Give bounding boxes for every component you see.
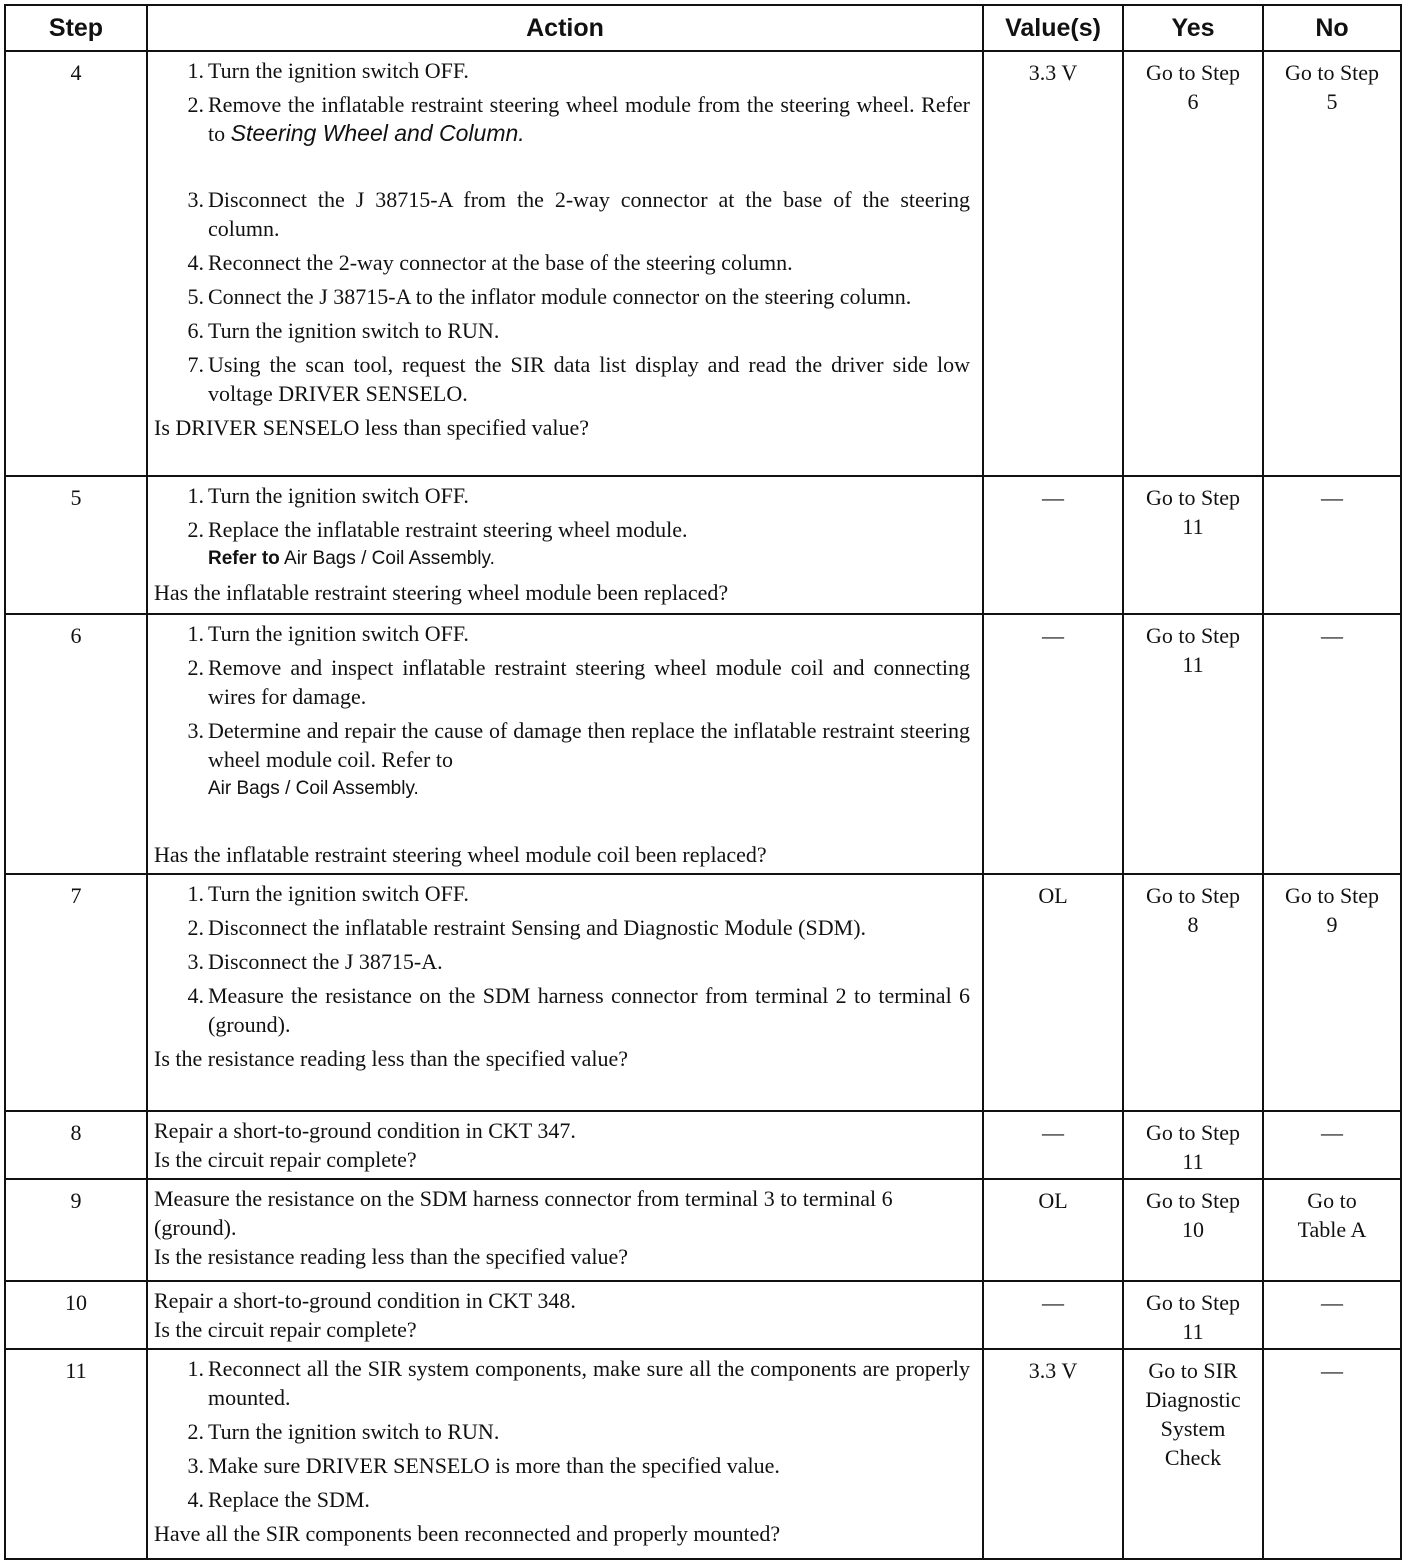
no-cell: Go to Step 9 (1263, 874, 1401, 1111)
action-line: Is the resistance reading less than the specified value? (154, 1244, 629, 1269)
no-cell: Go to Table A (1263, 1179, 1401, 1281)
item-number: 4. (187, 1487, 204, 1512)
item-text: Replace the inflatable restraint steering wheel module. (208, 517, 688, 542)
step-cell: 11 (5, 1349, 147, 1559)
yes-cell: Go to Step 11 (1123, 614, 1263, 874)
step-cell: 4 (5, 51, 147, 476)
action-cell (147, 1179, 983, 1281)
reference-link: Steering Wheel and Column. (230, 120, 525, 146)
action-item (154, 879, 976, 908)
item-text: Remove the inflatable restraint steering wheel module from the steering wheel. Refer to (208, 92, 970, 146)
item-text: Turn the ignition switch to RUN. (208, 318, 500, 343)
action-item (154, 1417, 976, 1446)
header-yes: Yes (1123, 5, 1263, 51)
action-item (154, 716, 976, 803)
table-row (5, 1281, 1401, 1349)
action-cell (147, 1349, 983, 1559)
item-text: Replace the SDM. (208, 1487, 370, 1512)
item-number: 1. (187, 1356, 204, 1381)
item-text-wrap (208, 185, 976, 243)
value-cell: OL (983, 874, 1123, 1111)
action-item (154, 981, 976, 1039)
yes-cell: Go to Step 6 (1123, 51, 1263, 476)
action-cell (147, 1111, 983, 1179)
item-text: Turn the ignition switch to RUN. (208, 1419, 500, 1444)
action-item (154, 515, 976, 573)
item-text: Disconnect the inflatable restraint Sensing and Diagnostic Module (SDM). (208, 915, 867, 940)
item-text-wrap (208, 90, 976, 148)
step-cell: 10 (5, 1281, 147, 1349)
action-cell (147, 614, 983, 874)
action-item (154, 248, 976, 277)
table-row (5, 1349, 1401, 1559)
spacer (154, 153, 976, 185)
item-number: 7. (187, 352, 204, 377)
step-cell: 8 (5, 1111, 147, 1179)
table-row (5, 1179, 1401, 1281)
item-text: Turn the ignition switch OFF. (208, 881, 469, 906)
item-text-wrap (208, 716, 976, 803)
action-line: Repair a short-to-ground condition in CKT 347. (154, 1118, 576, 1143)
item-number: 5. (187, 284, 204, 309)
action-item (154, 1485, 976, 1514)
action-item (154, 316, 976, 345)
table-row (5, 614, 1401, 874)
action-line: Is the circuit repair complete? (154, 1317, 417, 1342)
item-number: 3. (187, 187, 204, 212)
item-number: 1. (187, 621, 204, 646)
no-cell: Go to Step 5 (1263, 51, 1401, 476)
step-cell: 9 (5, 1179, 147, 1281)
action-item (154, 350, 976, 408)
no-cell: — (1263, 1281, 1401, 1349)
header-values: Value(s) (983, 5, 1123, 51)
item-number: 1. (187, 58, 204, 83)
value-cell: — (983, 1281, 1123, 1349)
item-text-wrap (208, 947, 976, 976)
header-step: Step (5, 5, 147, 51)
diagnostic-table (4, 4, 1402, 1560)
table-row (5, 476, 1401, 614)
item-text-wrap (208, 653, 976, 711)
action-item (154, 913, 976, 942)
item-text-wrap (208, 350, 976, 408)
yes-cell: Go to Step 11 (1123, 1111, 1263, 1179)
item-number: 2. (187, 655, 204, 680)
action-cell (147, 51, 983, 476)
item-text: Turn the ignition switch OFF. (208, 58, 469, 83)
item-text: Remove and inspect inflatable restraint steering wheel module coil and connecting wires for damage. (208, 655, 970, 709)
action-item (154, 1451, 976, 1480)
spacer (154, 808, 976, 840)
action-line: Is the circuit repair complete? (154, 1147, 417, 1172)
no-cell: — (1263, 1111, 1401, 1179)
action-item (154, 1354, 976, 1412)
item-text: Determine and repair the cause of damage then replace the inflatable restraint steering wheel module coil. Refer to (208, 718, 970, 772)
item-text: Reconnect all the SIR system components, make sure all the components are properly mounted. (208, 1356, 970, 1410)
item-text-wrap (208, 1485, 976, 1514)
action-item (154, 481, 976, 510)
value-cell: — (983, 614, 1123, 874)
value-cell: — (983, 1111, 1123, 1179)
item-text-wrap (208, 481, 976, 510)
action-item (154, 653, 976, 711)
step-cell: 6 (5, 614, 147, 874)
item-number: 6. (187, 318, 204, 343)
item-text-wrap (208, 1354, 976, 1412)
item-text: Disconnect the J 38715-A from the 2-way connector at the base of the steering column. (208, 187, 970, 241)
item-text-wrap (208, 282, 976, 311)
item-text-wrap (208, 515, 976, 573)
refer-label: Refer to (208, 548, 280, 569)
item-number: 4. (187, 983, 204, 1008)
item-number: 1. (187, 881, 204, 906)
yes-cell: Go to Step 8 (1123, 874, 1263, 1111)
item-text-wrap (208, 248, 976, 277)
action-line: Measure the resistance on the SDM harness connector from terminal 3 to terminal 6 (ground). (154, 1186, 893, 1240)
table-row (5, 874, 1401, 1111)
item-text-wrap (208, 56, 976, 85)
value-cell: OL (983, 1179, 1123, 1281)
item-number: 3. (187, 1453, 204, 1478)
item-text-wrap (208, 981, 976, 1039)
yes-cell: Go to Step 11 (1123, 1281, 1263, 1349)
item-number: 4. (187, 250, 204, 275)
action-line: Has the inflatable restraint steering wheel module been replaced? (154, 580, 729, 605)
reference-link: Air Bags / Coil Assembly. (284, 548, 495, 569)
step-cell: 5 (5, 476, 147, 614)
yes-cell: Go to Step 10 (1123, 1179, 1263, 1281)
reference-link: Air Bags / Coil Assembly. (208, 778, 419, 799)
item-text-wrap (208, 879, 976, 908)
action-item (154, 56, 976, 85)
item-number: 3. (187, 949, 204, 974)
item-text-wrap (208, 913, 976, 942)
action-line: Repair a short-to-ground condition in CKT 348. (154, 1288, 576, 1313)
action-line: Have all the SIR components been reconnected and properly mounted? (154, 1521, 781, 1546)
item-text: Turn the ignition switch OFF. (208, 621, 469, 646)
item-text: Turn the ignition switch OFF. (208, 483, 469, 508)
value-cell: 3.3 V (983, 51, 1123, 476)
item-text-wrap (208, 316, 976, 345)
action-line: Is the resistance reading less than the specified value? (154, 1046, 629, 1071)
action-cell (147, 476, 983, 614)
item-text: Measure the resistance on the SDM harness connector from terminal 2 to terminal 6 (ground). (208, 983, 970, 1037)
item-number: 2. (187, 1419, 204, 1444)
header-no: No (1263, 5, 1401, 51)
action-item (154, 90, 976, 148)
action-item (154, 282, 976, 311)
action-cell (147, 1281, 983, 1349)
action-line: Has the inflatable restraint steering wheel module coil been replaced? (154, 842, 767, 867)
action-line: Is DRIVER SENSELO less than specified value? (154, 415, 590, 440)
action-cell (147, 874, 983, 1111)
action-item (154, 185, 976, 243)
refer-line (208, 544, 970, 573)
no-cell: — (1263, 614, 1401, 874)
value-cell: — (983, 476, 1123, 614)
item-text-wrap (208, 1417, 976, 1446)
item-text: Reconnect the 2-way connector at the base of the steering column. (208, 250, 793, 275)
no-cell: — (1263, 1349, 1401, 1559)
table-row (5, 51, 1401, 476)
step-cell: 7 (5, 874, 147, 1111)
yes-cell: Go to SIR Diagnostic System Check (1123, 1349, 1263, 1559)
item-text-wrap (208, 1451, 976, 1480)
no-cell: — (1263, 476, 1401, 614)
item-number: 1. (187, 483, 204, 508)
item-number: 2. (187, 915, 204, 940)
item-text-wrap (208, 619, 976, 648)
item-text: Make sure DRIVER SENSELO is more than the specified value. (208, 1453, 780, 1478)
action-item (154, 947, 976, 976)
table-row (5, 1111, 1401, 1179)
action-item (154, 619, 976, 648)
item-number: 3. (187, 718, 204, 743)
header-action: Action (147, 5, 983, 51)
value-cell: 3.3 V (983, 1349, 1123, 1559)
item-number: 2. (187, 517, 204, 542)
yes-cell: Go to Step 11 (1123, 476, 1263, 614)
header-row (5, 5, 1401, 51)
item-number: 2. (187, 92, 204, 117)
item-text: Using the scan tool, request the SIR data list display and read the driver side low voltage DRIVER SENSELO. (208, 352, 970, 406)
item-text: Connect the J 38715-A to the inflator module connector on the steering column. (208, 284, 912, 309)
item-text: Disconnect the J 38715-A. (208, 949, 443, 974)
